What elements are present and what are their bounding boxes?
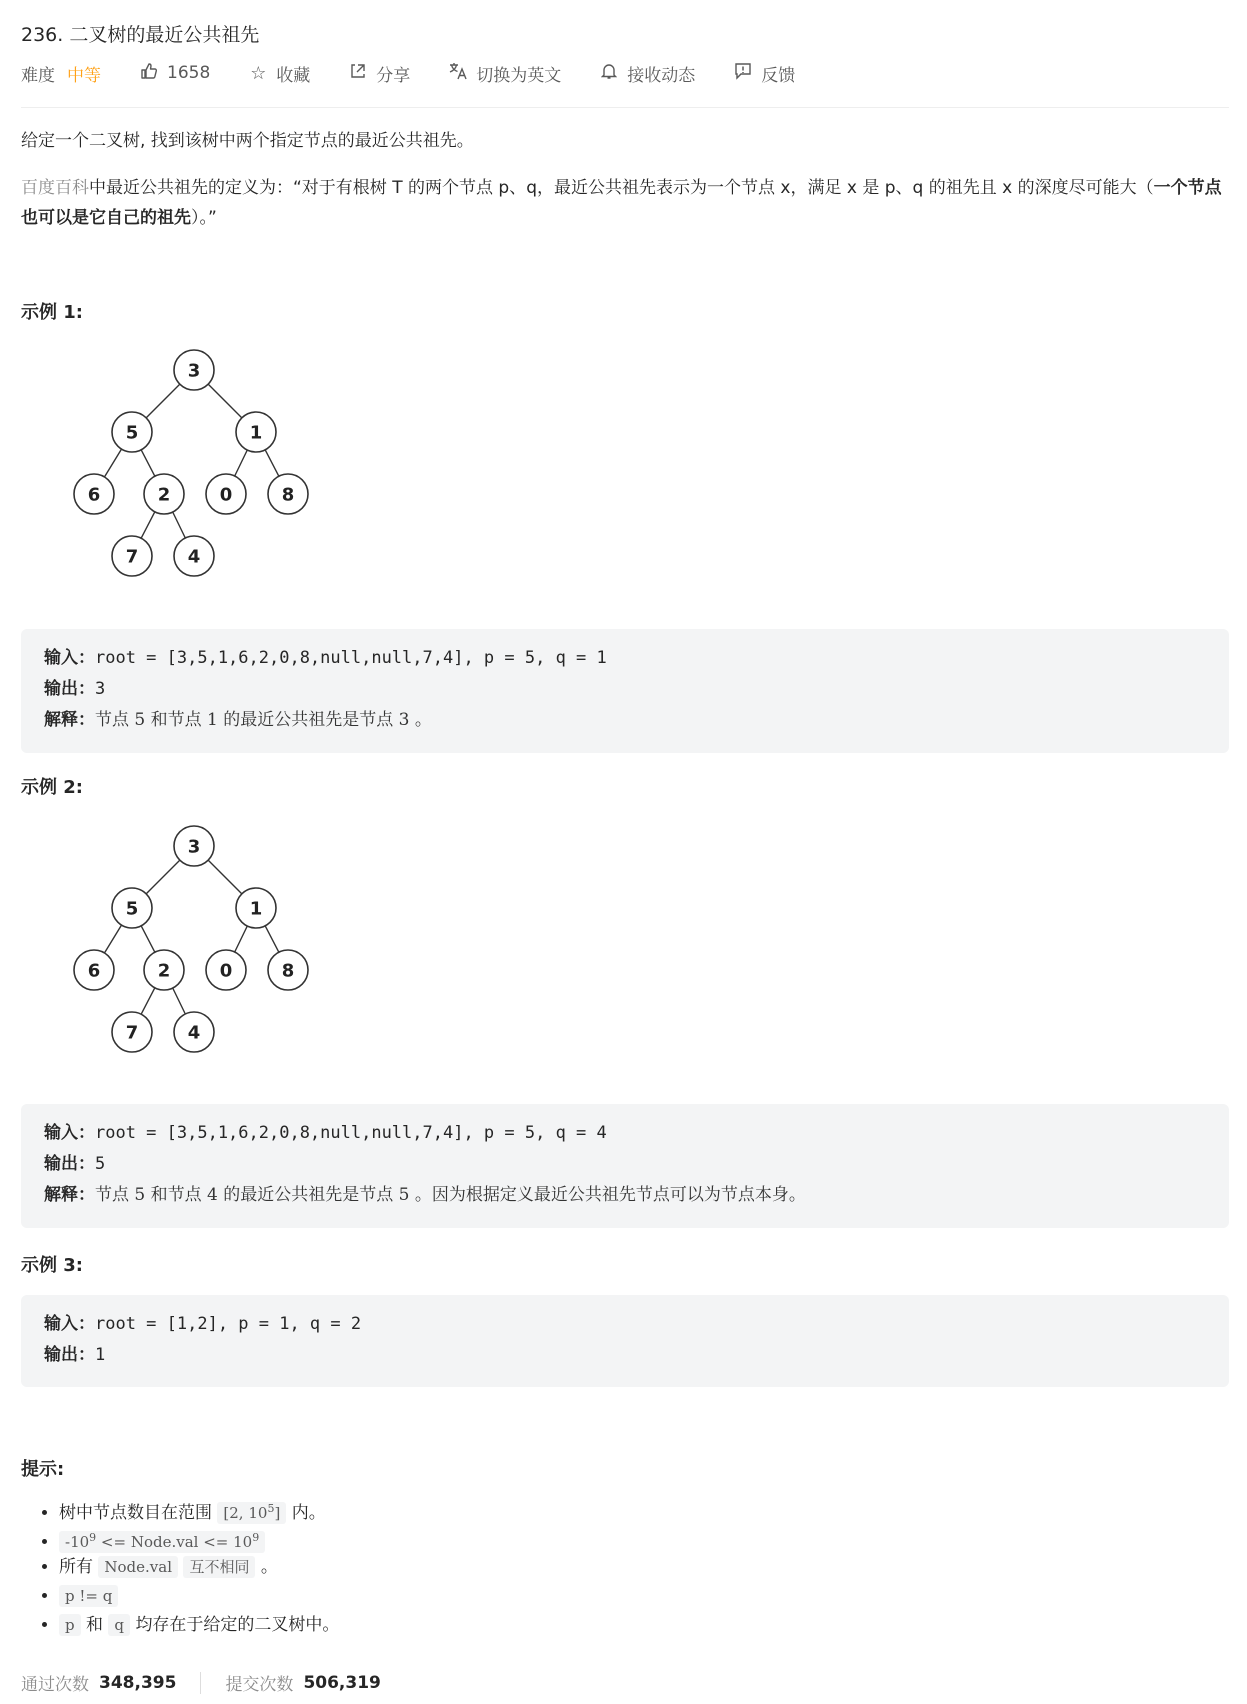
tree-node [206, 474, 246, 514]
explain-label: 解释： [44, 1185, 95, 1205]
submission-stats [21, 1670, 381, 1695]
hint-2-sup-1: 9 [89, 1531, 97, 1544]
tree-edge [141, 450, 155, 476]
like-count: 1658 [167, 63, 211, 83]
hint-3-post: 。 [260, 1557, 278, 1577]
tree-edge [141, 988, 155, 1014]
problem-title: 236. 二叉树的最近公共祖先 [21, 24, 260, 46]
tree-node-label: 6 [87, 484, 101, 506]
example-2-output: 5 [95, 1154, 106, 1174]
hints-heading: 提示: [21, 1459, 65, 1480]
tree-edge [146, 384, 180, 418]
hint-1-post: 内。 [291, 1503, 326, 1523]
tree-node [206, 950, 246, 990]
input-label: 输入： [44, 1123, 95, 1143]
tree-node [112, 888, 152, 928]
tree-edge [265, 450, 279, 476]
translate-icon [448, 62, 468, 85]
hint-1-code [217, 1502, 286, 1524]
definition-bold-text: 一个节点也可以是它自己的祖先 [21, 178, 1222, 228]
description-paragraph-2 [21, 173, 1229, 233]
hint-3-text: 所有 [59, 1557, 93, 1577]
stats-separator [200, 1672, 201, 1694]
example-2-input: root = [3,5,1,6,2,0,8,null,null,7,4], p = 5, q = 4 [95, 1123, 607, 1143]
tree-node [74, 950, 114, 990]
subscribe-label: 接收动态 [627, 65, 696, 86]
example-3-heading: 示例 3: [21, 1255, 83, 1276]
tree-node [112, 536, 152, 576]
hint-2-code [59, 1531, 265, 1553]
tree-edge [235, 926, 248, 952]
hint-3-code-2: 互不相同 [183, 1556, 255, 1578]
tree-edge [208, 860, 242, 894]
example-1-codebox [21, 629, 1229, 753]
switch-language-label: 切换为英文 [476, 65, 562, 86]
tree-node [144, 474, 184, 514]
example-2-output-row [44, 1149, 1206, 1180]
share-icon [348, 62, 368, 85]
feedback-icon [733, 62, 753, 85]
definition-text: 中最近公共祖先的定义为：“对于有根树 T 的两个节点 p、q，最近公共祖先表示为一个节点 x，满足 x 是 p、q 的祖先且 x 的深度尽可能大（ [89, 178, 1154, 198]
tree-node [236, 412, 276, 452]
hint-5-code-p: p [59, 1614, 81, 1636]
tree-node-label: 7 [125, 1022, 139, 1044]
tree-edge [208, 384, 242, 418]
example-1-input-row [44, 643, 1206, 674]
tree-node [174, 1012, 214, 1052]
tree-edge [141, 512, 155, 538]
example-1-input: root = [3,5,1,6,2,0,8,null,null,7,4], p = 5, q = 1 [95, 648, 607, 668]
tree-node [268, 474, 308, 514]
difficulty-badge: 中等 [67, 65, 101, 86]
tree-node [268, 950, 308, 990]
difficulty-label: 难度 [21, 65, 55, 86]
tree-node-label: 2 [157, 484, 171, 506]
baidu-baike-link[interactable]: 百度百科 [21, 178, 89, 198]
favorite-label: 收藏 [276, 65, 311, 86]
tree-node-label: 8 [281, 960, 295, 982]
example-2-heading: 示例 2: [21, 777, 83, 798]
tree-edge [104, 925, 121, 953]
like-button[interactable] [139, 62, 210, 85]
example-1-explain-row [44, 705, 1206, 736]
hint-1-text: 树中节点数目在范围 [59, 1503, 212, 1523]
favorite-button[interactable] [248, 61, 310, 86]
example-2-explain-row [44, 1180, 1206, 1211]
tree-node-label: 7 [125, 546, 139, 568]
subscribe-button[interactable] [599, 61, 695, 86]
output-label: 输出： [44, 679, 95, 699]
example-3-output-row [44, 1340, 1206, 1371]
hint-2-code-b: <= Node.val <= 10 [96, 1533, 253, 1551]
tree-node [174, 536, 214, 576]
hint-3 [59, 1552, 1159, 1581]
example-2-tree-image [46, 821, 326, 1071]
hint-5-mid: 和 [86, 1615, 104, 1635]
tree-edge [141, 926, 155, 952]
tree-node-label: 5 [125, 422, 139, 444]
tree-node-label: 2 [157, 960, 171, 982]
example-3-codebox [21, 1295, 1229, 1387]
tree-node-label: 1 [249, 898, 263, 920]
tree-edge [104, 449, 121, 477]
tree-node-label: 0 [219, 484, 233, 506]
input-label: 输入： [44, 648, 95, 668]
feedback-button[interactable] [733, 61, 795, 86]
output-label: 输出： [44, 1345, 95, 1365]
definition-end-text: ）。” [191, 208, 217, 228]
tree-node [174, 350, 214, 390]
example-1-heading: 示例 1: [21, 302, 83, 323]
tree-node-label: 5 [125, 898, 139, 920]
feedback-label: 反馈 [761, 65, 796, 86]
tree-node-label: 6 [87, 960, 101, 982]
hint-2-sup-2: 9 [252, 1531, 260, 1544]
description-paragraph-1: 给定一个二叉树, 找到该树中两个指定节点的最近公共祖先。 [21, 131, 474, 151]
hint-3-code-1: Node.val [98, 1556, 178, 1578]
hint-5 [59, 1610, 1159, 1639]
example-1-tree-image [46, 345, 326, 595]
hint-2 [59, 1523, 1159, 1552]
example-1-output-row [44, 674, 1206, 705]
star-icon: ☆ [250, 62, 267, 84]
hint-1-code-a: [2, 10 [223, 1504, 268, 1522]
tree-node [74, 474, 114, 514]
hint-1-sup: 5 [267, 1502, 275, 1515]
example-3-output: 1 [95, 1345, 106, 1365]
tree-node-label: 3 [187, 836, 201, 858]
hint-5-post: 均存在于给定的二叉树中。 [135, 1615, 340, 1635]
tree-node [144, 950, 184, 990]
tree-node-label: 8 [281, 484, 295, 506]
bell-icon [599, 62, 619, 85]
example-2-explain: 节点 5 和节点 4 的最近公共祖先是节点 5 。因为根据定义最近公共祖先节点可以为节点本身。 [95, 1185, 806, 1205]
tree-node [112, 412, 152, 452]
share-button[interactable] [348, 61, 410, 86]
accepted-label: 通过次数 [21, 1675, 89, 1695]
explain-label: 解释： [44, 710, 95, 730]
tree-node-label: 1 [249, 422, 263, 444]
hint-4-code: p != q [59, 1585, 118, 1607]
accepted-count: 348,395 [99, 1672, 177, 1693]
tree-node-label: 3 [187, 360, 201, 382]
tree-node-label: 4 [187, 546, 201, 568]
hints-list [35, 1494, 1159, 1639]
example-1-output: 3 [95, 679, 106, 699]
tree-edge [146, 860, 180, 894]
example-3-input: root = [1,2], p = 1, q = 2 [95, 1314, 362, 1334]
problem-meta-bar [21, 60, 833, 86]
output-label: 输出： [44, 1154, 95, 1174]
hint-2-code-a: -10 [65, 1533, 90, 1551]
submissions-count: 506,319 [303, 1672, 381, 1693]
tree-node-label: 0 [219, 960, 233, 982]
switch-language-button[interactable] [448, 61, 561, 86]
thumbs-up-icon [139, 62, 159, 85]
example-2-codebox [21, 1104, 1229, 1228]
hint-1-code-b: ] [274, 1504, 281, 1522]
example-1-explain: 节点 5 和节点 1 的最近公共祖先是节点 3 。 [95, 710, 432, 730]
tree-node [174, 826, 214, 866]
header-divider [21, 107, 1229, 108]
tree-node [236, 888, 276, 928]
tree-node-label: 4 [187, 1022, 201, 1044]
hint-1 [59, 1494, 1159, 1523]
example-2-input-row [44, 1118, 1206, 1149]
tree-node [112, 1012, 152, 1052]
hint-4 [59, 1581, 1159, 1610]
hint-5-code-q: q [108, 1614, 130, 1636]
input-label: 输入： [44, 1314, 95, 1334]
tree-edge [173, 512, 186, 538]
share-label: 分享 [376, 65, 411, 86]
tree-edge [235, 450, 248, 476]
tree-edge [265, 926, 279, 952]
tree-edge [173, 988, 186, 1014]
example-3-input-row [44, 1309, 1206, 1340]
submissions-label: 提交次数 [225, 1675, 294, 1695]
